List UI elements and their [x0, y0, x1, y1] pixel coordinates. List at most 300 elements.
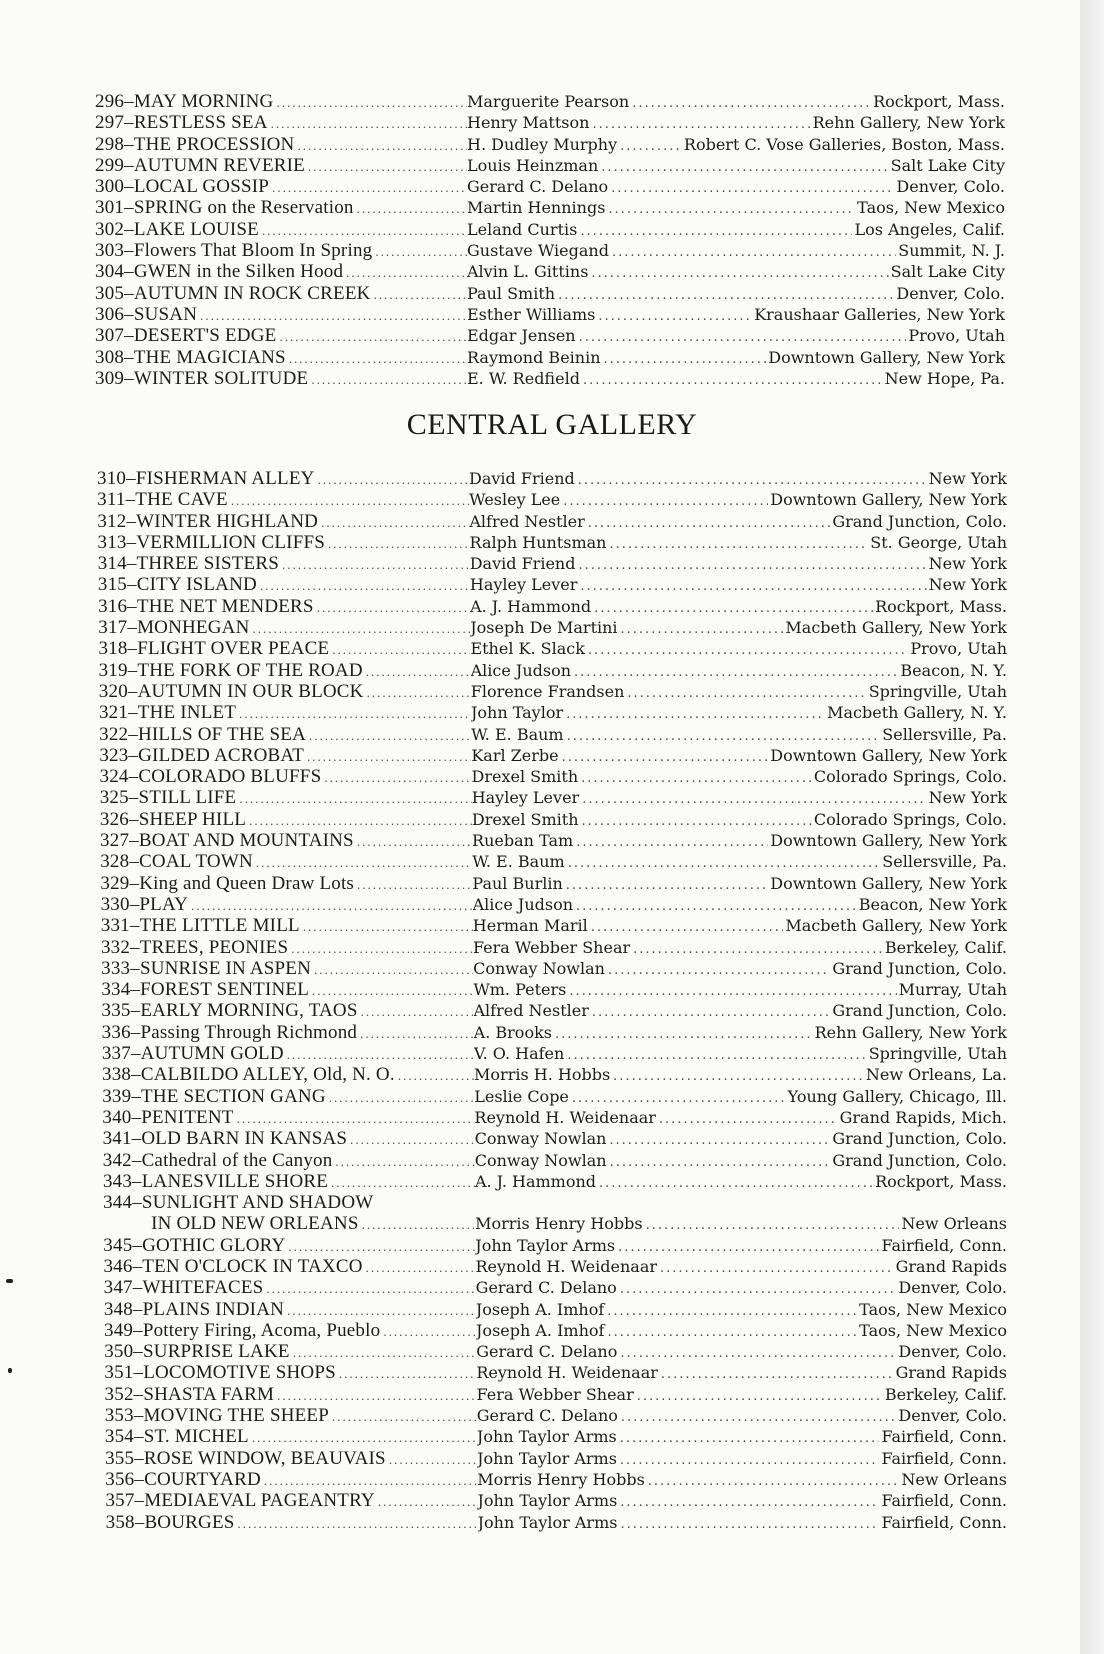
entry-artist: A. J. Hammond — [474, 1171, 597, 1191]
entry-artist: Hayley Lever — [471, 788, 580, 808]
entry-location: Downtown Gallery, New York — [770, 745, 1007, 765]
dot-leader — [257, 575, 470, 595]
dot-leader — [300, 916, 473, 936]
entry-artist: Louis Heinzman — [467, 155, 599, 175]
dot-leader — [308, 369, 467, 389]
entry-location: Young Gallery, Chicago, Ill. — [787, 1086, 1007, 1106]
catalog-entry — [95, 347, 1005, 368]
entry-number: 301– — [95, 197, 134, 219]
entry-meta-cell — [469, 468, 1007, 489]
catalog-entry — [95, 134, 1005, 155]
entry-location: Berkeley, Calif. — [884, 1384, 1007, 1404]
dot-leader — [286, 348, 467, 368]
entry-number: 304– — [95, 261, 134, 283]
entry-title-cell — [95, 112, 467, 133]
catalog-entry — [102, 1022, 1007, 1043]
entry-title-cell — [101, 958, 473, 979]
dot-leader — [328, 1172, 475, 1192]
catalog-entry — [102, 1000, 1008, 1021]
dot-leader — [618, 1407, 897, 1426]
entry-title: THE NET MENDERS — [136, 595, 314, 617]
entry-meta-cell — [474, 1086, 1007, 1107]
entry-meta-cell — [470, 617, 1007, 638]
entry-meta-cell — [467, 240, 1005, 261]
entry-title: THE LITTLE MILL — [139, 915, 300, 937]
dot-leader — [234, 1108, 475, 1128]
entry-title: STILL LIFE — [138, 787, 237, 809]
entry-number: 327– — [100, 830, 139, 852]
dot-leader — [629, 93, 871, 112]
dot-leader — [294, 135, 467, 155]
entry-title-cell — [103, 1192, 475, 1213]
catalog-entry — [102, 1107, 1007, 1128]
dot-leader — [615, 1237, 879, 1256]
dot-leader — [552, 1024, 813, 1043]
dot-leader — [604, 1301, 857, 1320]
entry-title-cell — [101, 979, 473, 1000]
dot-leader — [566, 981, 896, 1000]
entry-title: THREE SISTERS — [136, 553, 280, 575]
entry-title: FLIGHT OVER PEACE — [137, 638, 330, 660]
entry-title-cell — [95, 347, 467, 368]
entry-title: PLAY — [139, 893, 189, 915]
entry-title-cell — [98, 574, 470, 595]
catalog-entry — [102, 1086, 1007, 1107]
entry-artist: Ethel K. Slack — [470, 639, 585, 659]
dot-leader — [309, 980, 473, 1000]
catalog-entry — [98, 532, 1007, 553]
dot-leader — [273, 92, 467, 112]
entry-artist: Karl Zerbe — [471, 745, 559, 765]
entry-meta-cell — [470, 638, 1007, 659]
catalog-entry — [105, 1384, 1007, 1405]
entry-number: 340– — [102, 1106, 142, 1128]
entry-meta-cell — [470, 574, 1007, 595]
entry-artist: Marguerite Pearson — [467, 92, 630, 111]
entry-location: Berkeley, Calif. — [884, 937, 1007, 957]
entry-location: Salt Lake City — [890, 155, 1005, 175]
dot-leader — [580, 370, 883, 389]
entry-location: Downtown Gallery, New York — [770, 873, 1007, 893]
dot-leader — [259, 220, 467, 240]
catalog-entry — [95, 91, 1005, 112]
entry-location: New Orleans, La. — [865, 1065, 1007, 1085]
dot-leader — [564, 726, 881, 745]
entry-number: 330– — [100, 893, 140, 915]
dot-leader — [329, 1406, 477, 1426]
entry-title-cell — [101, 937, 473, 958]
entry-title: AUTUMN IN OUR BLOCK — [137, 680, 364, 702]
entry-artist: Joseph De Martini — [470, 618, 618, 638]
entry-title: King and Queen Draw Lots — [139, 872, 355, 894]
entry-location: New York — [928, 788, 1007, 808]
entry-title: COURTYARD — [144, 1468, 261, 1490]
entry-number: 313– — [97, 531, 137, 553]
dot-leader — [311, 959, 473, 979]
dot-leader — [630, 939, 883, 958]
entry-number: 299– — [95, 154, 134, 176]
catalog-entry — [98, 553, 1007, 574]
entry-meta-cell — [478, 1512, 1007, 1533]
dot-leader — [359, 1214, 476, 1234]
dot-leader — [325, 533, 470, 553]
entry-meta-cell — [470, 553, 1007, 574]
entry-artist: Joseph A. Imhof — [475, 1299, 605, 1319]
entry-title-cell — [100, 830, 472, 851]
entry-artist: Wesley Lee — [469, 490, 561, 510]
dot-leader — [318, 512, 469, 532]
entry-artist: Hayley Lever — [469, 575, 578, 595]
dot-leader — [279, 554, 470, 574]
entry-title-cell — [99, 702, 471, 723]
entry-location: Colorado Springs, Colo. — [813, 767, 1007, 787]
entry-meta-cell — [476, 1341, 1007, 1362]
entry-meta-cell — [477, 1448, 1007, 1469]
entry-title: WINTER SOLITUDE — [133, 367, 309, 389]
entry-artist: Ralph Huntsman — [469, 532, 607, 552]
entry-number: 296– — [95, 91, 134, 112]
entry-title: HILLS OF THE SEA — [137, 723, 307, 745]
dot-leader — [643, 1215, 900, 1234]
entry-title: Passing Through Richmond — [140, 1021, 358, 1043]
entry-title-cell — [103, 1128, 475, 1149]
dot-leader — [253, 852, 472, 872]
entry-location: New Hope, Pa. — [884, 368, 1005, 388]
entry-artist: Morris Henry Hobbs — [477, 1469, 645, 1489]
entry-artist: Martin Hennings — [467, 198, 606, 218]
dot-leader — [284, 1044, 474, 1064]
entry-number: 333– — [101, 957, 140, 979]
entry-meta-cell — [474, 1043, 1007, 1064]
entry-location: Springville, Utah — [868, 681, 1007, 701]
entry-location: Fairfield, Conn. — [881, 1427, 1007, 1447]
catalog-entry — [101, 958, 1007, 979]
catalog-entry — [97, 511, 1007, 532]
entry-location: Grand Junction, Colo. — [832, 1129, 1007, 1149]
entry-number: 334– — [101, 979, 141, 1001]
dot-leader — [306, 725, 471, 745]
dot-leader — [555, 285, 894, 304]
entry-title-cell — [102, 1000, 474, 1021]
catalog-entry — [104, 1341, 1007, 1362]
dot-leader — [604, 1322, 857, 1341]
catalog-entry — [99, 681, 1007, 702]
entry-location: Grand Rapids, Mich. — [839, 1107, 1007, 1127]
entry-location: Macbeth Gallery, New York — [785, 916, 1007, 936]
dot-leader — [618, 619, 784, 638]
entry-title: AUTUMN GOLD — [140, 1043, 284, 1065]
entry-title: VERMILLION CLIFFS — [136, 531, 326, 553]
entry-location: Rehn Gallery, New York — [812, 113, 1005, 133]
entry-title-cell — [98, 532, 470, 553]
entry-artist: John Taylor — [470, 703, 564, 723]
entry-location: Murray, Utah — [898, 980, 1007, 1000]
dot-leader — [235, 1513, 478, 1533]
entry-location: St. George, Utah — [870, 532, 1007, 552]
page-edge-shadow — [1080, 0, 1104, 1654]
catalog-entry — [95, 240, 1005, 261]
entry-meta-cell — [467, 134, 1005, 155]
dot-leader — [290, 1342, 476, 1362]
entry-artist: Gustave Wiegand — [467, 241, 609, 261]
entry-artist: Paul Burlin — [472, 873, 563, 893]
entry-artist: Leslie Cope — [474, 1086, 569, 1106]
catalog-entry — [100, 809, 1007, 830]
entry-number: 305– — [95, 282, 134, 304]
catalog-entry — [102, 1064, 1007, 1085]
catalog-entry — [104, 1299, 1007, 1320]
entry-title-cell — [100, 787, 472, 808]
entry-artist: W. E. Baum — [471, 724, 564, 744]
dot-leader — [577, 221, 852, 240]
entry-artist: Gerard C. Delano — [476, 1342, 618, 1362]
entry-title: CITY ISLAND — [136, 574, 257, 596]
entry-number: 303– — [95, 240, 134, 262]
entry-title: MAY MORNING — [133, 91, 274, 112]
dot-leader — [564, 1045, 866, 1064]
central-gallery-entry-list — [97, 468, 1007, 1533]
entry-title-cell — [95, 240, 467, 261]
entry-meta-cell — [474, 1107, 1007, 1128]
entry-title: AUTUMN IN ROCK CREEK — [133, 282, 371, 304]
entry-title-cell — [95, 304, 467, 325]
entry-location: Denver, Colo. — [898, 1278, 1007, 1298]
entry-location: Downtown Gallery, New York — [770, 490, 1007, 510]
entry-title-cell — [100, 766, 472, 787]
dot-leader — [326, 1087, 474, 1107]
entry-artist: W. E. Baum — [472, 852, 565, 872]
entry-title-cell — [103, 1171, 475, 1192]
dot-leader — [276, 326, 467, 346]
dot-leader — [588, 263, 888, 282]
dot-leader — [575, 470, 927, 489]
entry-title: LOCOMOTIVE SHOPS — [143, 1362, 336, 1384]
dot-leader — [617, 1428, 880, 1447]
dot-leader — [261, 1470, 477, 1490]
entry-title: THE INLET — [137, 702, 237, 724]
dot-leader — [236, 703, 471, 723]
entry-title-cell — [99, 660, 471, 681]
dot-leader — [188, 895, 473, 915]
entry-title-cell — [95, 134, 467, 155]
entry-title-cell — [104, 1320, 476, 1341]
entry-meta-cell — [470, 596, 1007, 617]
catalog-entry — [99, 660, 1007, 681]
entry-meta-cell — [477, 1426, 1007, 1447]
entry-title-cell — [101, 894, 473, 915]
entry-number: 354– — [104, 1426, 144, 1448]
entry-title-cell — [106, 1512, 478, 1533]
entry-location: Grand Junction, Colo. — [832, 958, 1007, 978]
dot-leader — [607, 1152, 831, 1171]
entry-title-cell — [102, 1086, 474, 1107]
entry-title-cell — [99, 745, 471, 766]
entry-number: 320– — [98, 680, 138, 702]
catalog-entry — [95, 112, 1005, 133]
entry-artist: John Taylor Arms — [477, 1491, 618, 1511]
entry-artist: Herman Maril — [472, 916, 588, 936]
dot-leader — [228, 490, 469, 510]
catalog-entry — [100, 851, 1007, 872]
entry-number: 358– — [105, 1511, 145, 1533]
entry-title: SUSAN — [133, 303, 198, 325]
dot-leader — [288, 938, 473, 958]
entry-artist: Alice Judson — [472, 894, 574, 914]
entry-title: WHITEFACES — [142, 1277, 264, 1299]
entry-title: THE PROCESSION — [133, 133, 295, 155]
entry-title-cell — [100, 851, 472, 872]
entry-artist: Reynold H. Weidenaar — [475, 1256, 657, 1276]
entry-number: 336– — [101, 1021, 141, 1043]
catalog-entry — [103, 1128, 1007, 1149]
entry-meta-cell — [477, 1469, 1007, 1490]
dot-leader — [354, 198, 467, 218]
entry-title-cell — [95, 325, 467, 346]
entry-location: Beacon, New York — [858, 894, 1007, 914]
entry-title: PLAINS INDIAN — [142, 1298, 285, 1320]
entry-number: 310– — [97, 468, 136, 489]
entry-location: Provo, Utah — [908, 326, 1005, 346]
dot-leader — [598, 157, 888, 176]
entry-meta-cell — [476, 1320, 1007, 1341]
entry-title-cell — [101, 915, 473, 936]
catalog-entry — [105, 1405, 1007, 1426]
entry-number: 352– — [104, 1383, 144, 1405]
entry-title-cell — [99, 724, 471, 745]
entry-title-cell — [99, 681, 471, 702]
entry-number: 351– — [104, 1362, 144, 1384]
catalog-entry — [99, 724, 1007, 745]
entry-title: THE FORK OF THE ROAD — [137, 659, 363, 681]
entry-meta-cell — [475, 1171, 1007, 1192]
dot-leader — [658, 1364, 894, 1383]
entry-location: Taos, New Mexico — [859, 1320, 1007, 1340]
entry-artist: Rueban Tam — [472, 831, 574, 851]
entry-location: Macbeth Gallery, N. Y. — [827, 703, 1007, 723]
entry-location: Downtown Gallery, New York — [770, 831, 1007, 851]
dot-leader — [588, 917, 784, 936]
entry-meta-cell — [472, 787, 1007, 808]
entry-location: Rehn Gallery, New York — [814, 1022, 1007, 1042]
dot-leader — [617, 1343, 896, 1362]
entry-title-cell — [105, 1490, 477, 1511]
entry-title: THE MAGICIANS — [133, 346, 286, 368]
entry-location: Denver, Colo. — [898, 1342, 1007, 1362]
entry-location: Grand Junction, Colo. — [832, 1150, 1007, 1170]
catalog-entry — [95, 368, 1005, 389]
entry-number: 319– — [98, 659, 138, 681]
dot-leader — [354, 831, 472, 851]
entry-artist: Fera Webber Shear — [472, 937, 631, 957]
binding-mark-2 — [8, 1368, 12, 1373]
top-entry-list — [95, 91, 1005, 389]
dot-leader — [560, 491, 768, 510]
entry-title-cell — [98, 617, 470, 638]
entry-artist: Alice Judson — [470, 660, 572, 680]
entry-title: GOTHIC GLORY — [142, 1234, 286, 1256]
entry-location: Robert C. Vose Galleries, Boston, Mass. — [683, 134, 1005, 154]
entry-location: Macbeth Gallery, New York — [785, 618, 1007, 638]
dot-leader — [591, 598, 873, 617]
entry-number: 332– — [100, 936, 140, 958]
dot-leader — [589, 1002, 830, 1021]
entry-artist: Drexel Smith — [471, 809, 579, 829]
dot-leader — [372, 241, 467, 261]
catalog-entry — [95, 304, 1005, 325]
entry-location: Summit, N. J. — [898, 241, 1005, 261]
entry-location: New Orleans — [901, 1214, 1007, 1234]
entry-title-cell — [105, 1426, 477, 1447]
entry-location: Sellersville, Pa. — [882, 852, 1007, 872]
dot-leader — [363, 661, 471, 681]
entry-artist: Fera Webber Shear — [476, 1384, 634, 1404]
entry-meta-cell — [474, 1064, 1007, 1085]
dot-leader — [314, 597, 470, 617]
dot-leader — [336, 1363, 476, 1383]
entry-artist: A. Brooks — [473, 1022, 552, 1042]
catalog-entry — [103, 1171, 1007, 1192]
entry-artist: Conway Nowlan — [474, 1150, 607, 1170]
entry-meta-cell — [467, 304, 1005, 325]
entry-title: BOURGES — [144, 1511, 235, 1533]
entry-title-cell — [102, 1022, 474, 1043]
dot-leader — [246, 810, 472, 830]
entry-number: 353– — [104, 1405, 144, 1427]
dot-leader — [617, 1492, 879, 1511]
entry-title: TEN O'CLOCK IN TAXCO — [142, 1255, 363, 1277]
entry-meta-cell — [475, 1128, 1007, 1149]
entry-title: FISHERMAN ALLEY — [135, 468, 315, 489]
entry-title-cell — [102, 1064, 474, 1085]
entry-title: PENITENT — [141, 1106, 234, 1128]
entry-meta-cell — [476, 1299, 1007, 1320]
entry-number: 298– — [95, 133, 134, 155]
dot-leader — [329, 639, 470, 659]
dot-leader — [578, 768, 812, 787]
entry-title: TREES, PEONIES — [139, 936, 289, 958]
entry-artist: Morris H. Hobbs — [474, 1065, 611, 1085]
entry-location: Fairfield, Conn. — [881, 1448, 1007, 1468]
entry-number: 297– — [95, 112, 134, 134]
entry-title: ST. MICHEL — [143, 1426, 249, 1448]
entry-artist: John Taylor Arms — [475, 1235, 616, 1255]
entry-number: 331– — [100, 915, 140, 937]
entry-meta-cell — [471, 745, 1007, 766]
entry-number: 339– — [102, 1085, 142, 1107]
entry-number: 343– — [102, 1170, 142, 1192]
entry-location: Colorado Springs, Colo. — [813, 809, 1007, 829]
dot-leader — [274, 1385, 476, 1405]
dot-leader — [285, 1236, 475, 1256]
entry-meta-cell — [467, 219, 1005, 240]
entry-title: EARLY MORNING, TAOS — [140, 1000, 358, 1022]
entry-title: SURPRISE LAKE — [143, 1341, 290, 1363]
catalog-entry — [101, 979, 1007, 1000]
entry-number: 315– — [97, 574, 137, 596]
entry-location: Sellersville, Pa. — [882, 724, 1007, 744]
entry-meta-cell — [471, 660, 1007, 681]
dot-leader — [357, 1023, 474, 1043]
entry-artist: Conway Nowlan — [473, 958, 605, 978]
entry-artist: Wm. Peters — [473, 980, 567, 1000]
catalog-entry — [101, 937, 1007, 958]
entry-number: 341– — [102, 1128, 142, 1150]
entry-number: 312– — [97, 510, 137, 532]
dot-leader — [321, 767, 471, 787]
catalog-entry — [100, 830, 1007, 851]
catalog-entry — [104, 1277, 1007, 1298]
catalog-entry — [100, 873, 1007, 894]
